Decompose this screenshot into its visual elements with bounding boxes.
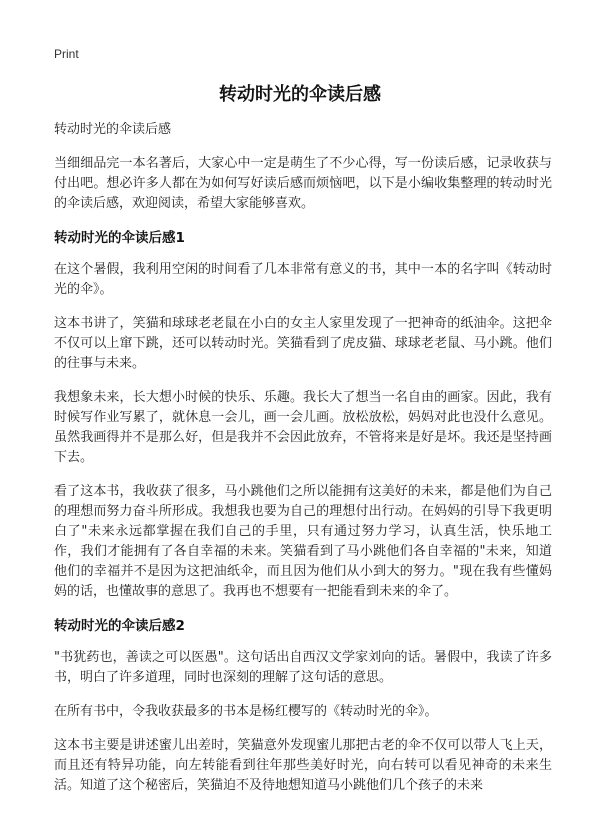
section2-paragraph: 这本书主要是讲述蜜儿出差时，笑猫意外发现蜜儿那把古老的伞不仅可以带人飞上天，而且还有特异功能，向左转能看到往年那些美好时光，向右转可以看见神奇的未来生活。知道了这个秘密后，笑猫迫不及待地想知道马小跳他们几个孩子的未来 — [54, 738, 552, 793]
section-heading-1: 转动时光的伞读后感1 — [54, 230, 185, 246]
page-title: 转动时光的伞读后感 — [219, 84, 381, 105]
section-heading-2: 转动时光的伞读后感2 — [54, 618, 185, 634]
section2-paragraph: "书犹药也，善读之可以医愚"。这句话出自西汉文学家刘向的话。暑假中，我读了许多书，明白了许多道理，同时也深刻的理解了这句话的意思。 — [54, 650, 552, 685]
section1-paragraph: 看了这本书，我收获了很多，马小跳他们之所以能拥有这美好的未来，都是他们为自己的理想而努力奋斗所形成。我想我也要为自己的理想付出行动。在妈妈的引导下我更明白了"未来永远都掌握在我们自己的手里，只有通过努力学习，认真生活，快乐地工作，我们才能拥有了各自幸福的未来。笑猫看到了马小跳他们各自幸福的"未来，知道他们的幸福并不是因为这把油纸伞，而且因为他们从小到大的努力。"现在我有些懂妈妈的话，也懂故事的意思了。我再也不想要有一把能看到未来的伞了。 — [54, 484, 552, 599]
section2-paragraph: 在所有书中，令我收获最多的书本是杨红樱写的《转动时光的伞》。 — [54, 704, 438, 719]
intro-paragraph: 当细细品完一本名著后，大家心中一定是萌生了不少心得，写一份读后感，记录收获与付出吧。想必许多人都在为如何写好读后感而烦恼吧，以下是小编收集整理的转动时光的伞读后感，欢迎阅读，希望大家能够喜欢。 — [54, 156, 552, 211]
print-link[interactable]: Print — [54, 47, 79, 61]
section1-paragraph: 这本书讲了，笑猫和球球老老鼠在小白的女主人家里发现了一把神奇的纸油伞。这把伞不仅可以上窜下跳，还可以转动时光。笑猫看到了虎皮猫、球球老老鼠、马小跳。他们的往事与未来。 — [54, 316, 552, 371]
article-subtitle: 转动时光的伞读后感 — [54, 122, 172, 137]
section1-paragraph: 在这个暑假，我利用空闲的时间看了几本非常有意义的书，其中一本的名字叫《转动时光的伞》。 — [54, 262, 552, 297]
article-body — [54, 120, 552, 810]
section1-paragraph: 我想象未来，长大想小时候的快乐、乐趣。我长大了想当一名自由的画家。因此，我有时候写作业写累了，就休息一会儿，画一会儿画。放松放松，妈妈对此也没什么意见。虽然我画得并不是那么好，但是我并不会因此放弃，不管将来是好是坏。我还是坚持画下去。 — [54, 390, 552, 465]
